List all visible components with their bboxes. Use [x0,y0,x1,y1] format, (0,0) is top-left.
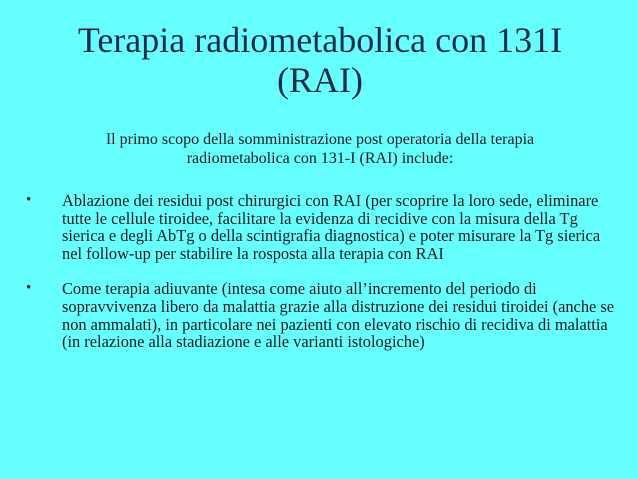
bullet-text: Ablazione dei residui post chirurgici con RAI (per scoprire la loro sede, eliminare tutte le cellule tiroidee, facilitare la evidenza di recidive con la misura della Tg sierica e degli AbTg o della scintigrafia diagnostica) e poter misurare la Tg sierica nel follow-up per stabilire la rosposta alla terapia con RAI [62,191,601,263]
bullet-item [22,192,620,262]
bullet-list [22,192,620,369]
bullet-item [22,280,620,350]
slide-title: Terapia radiometabolica con 131I (RAI) [77,20,563,100]
bullet-marker: • [26,280,32,297]
bullet-marker: • [26,192,32,208]
bullet-text: Come terapia adiuvante (intesa come aiuto all’incremento del periodo di sopravvivenza libero da malattia grazie alla distruzione dei residui tiroidei (anche se non ammalati), in particolare nei pazienti con elevato rischio di recidiva di malattia (in relazione alla stadiazione e alle varianti istologiche) [62,279,615,352]
slide-subtitle: Il primo scopo della somministrazione post operatoria della terapia radiometabolica con 131-I (RAI) include: [105,131,535,167]
